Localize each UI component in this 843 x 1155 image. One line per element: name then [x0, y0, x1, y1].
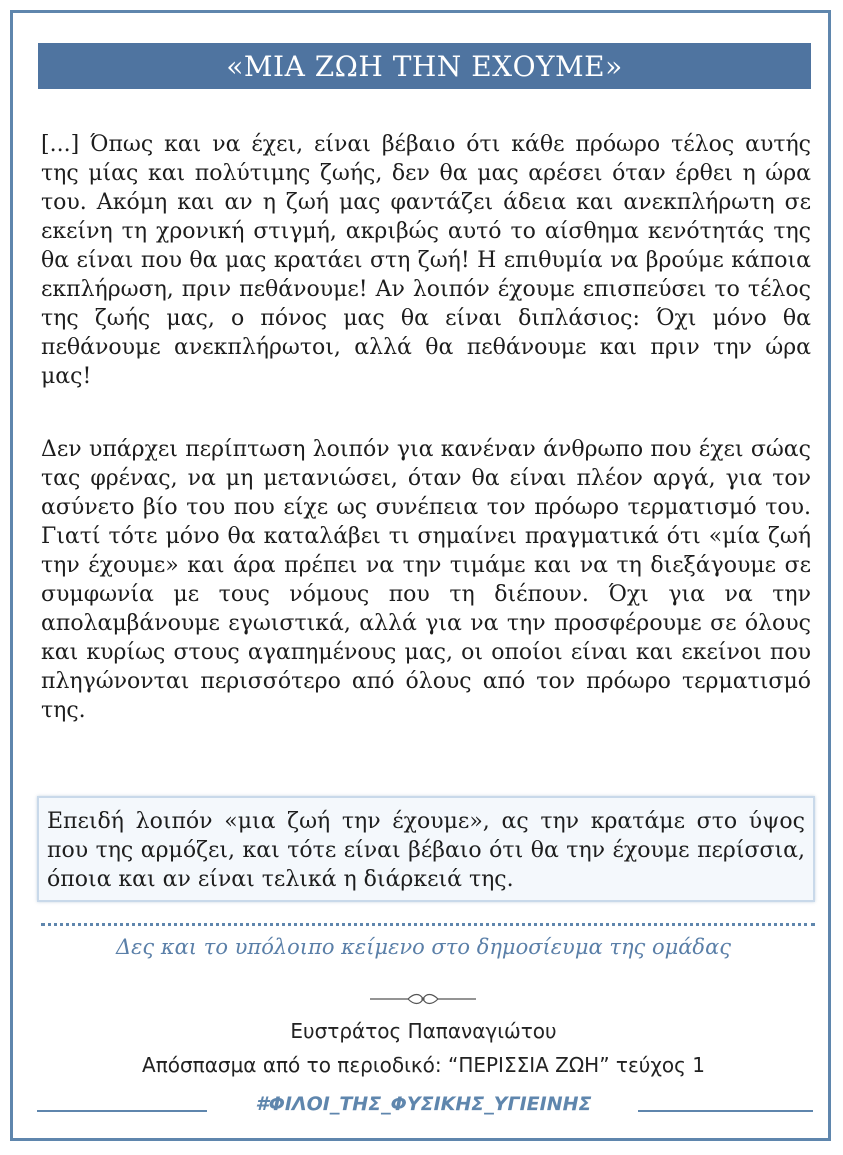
page-title: «ΜΙΑ ΖΩΗ ΤΗΝ ΕΧΟΥΜΕ» — [226, 49, 623, 83]
highlight-box — [37, 796, 815, 902]
hashtag-footer: #ΦΙΛΟΙ_ΤΗΣ_ΦΥΣΙΚΗΣ_ΥΓΙΕΙΝΗΣ — [255, 1093, 592, 1115]
see-more-note: Δες και το υπόλοιπο κείμενο στο δημοσίευμα της ομάδας — [115, 935, 732, 959]
decorative-divider-icon — [368, 991, 478, 1007]
source-citation: Απόσπασμα από το περιοδικό: “ΠΕΡΙΣΣΙΑ ΖΩΗ” τεύχος 1 — [142, 1053, 705, 1077]
paragraph-2: Δεν υπάρχει περίπτωση λοιπόν για κανέναν άνθρωπο που έχει σώας τας φρένας, να μη μετανιώσει, όταν θα είναι πλέον αργά, για τον ασύνετο βίο του που είχε ως συνέπεια τον πρόωρο τερματισμό του. Γιατί τότε μόνο θα καταλάβει τι σημαίνει πραγματικά ότι «μία ζωή την έχουμε» και άρα πρέπει να την τιμάμε και να τη διεξάγουμε σε συμφωνία με τους νόμους που τη διέπουν. Όχι για να την απολαμβάνουμε εγωιστικά, αλλά για να την προσφέρουμε σε όλους και κυρίως στους αγαπημένους μας, οι οποίοι είναι και εκείνοι που πληγώνονται περισσότερο από όλους από τον πρόωρο τερματισμό της. — [41, 437, 811, 723]
page-frame — [10, 10, 831, 1141]
author-name: Ευστράτος Παπαναγιώτου — [290, 1019, 557, 1043]
paragraph-3: Επειδή λοιπόν «μια ζωή την έχουμε», ας την κρατάμε στο ύψος που της αρμόζει, και τότε είναι βέβαιο ότι θα την έχουμε περίσσια, όποια και αν είναι τελικά η διάρκειά της. — [47, 809, 805, 892]
footer-line-right — [638, 1110, 813, 1112]
dotted-divider — [41, 923, 815, 926]
paragraph-1: [...] Όπως και να έχει, είναι βέβαιο ότι κάθε πρόωρο τέλος αυτής της μίας και πολύτιμης ζωής, δεν θα μας αρέσει όταν έρθει η ώρα του. Ακόμη και αν η ζωή μας φαντάζει άδεια και ανεκπλήρωτη σε εκείνη τη χρονική στιγμή, ακριβώς αυτό το αίσθημα κενότητάς της θα είναι που θα μας κρατάει στη ζωή! Η επιθυμία να βρούμε κάποια εκπλήρωση, πριν πεθάνουμε! Αν λοιπόν έχουμε επισπεύσει το τέλος της ζωής μας, ο πόνος μας θα είναι διπλάσιος: Όχι μόνο θα πεθάνουμε ανεκπλήρωτοι, αλλά θα πεθάνουμε και πριν την ώρα μας! — [41, 132, 811, 389]
title-banner — [38, 43, 811, 89]
